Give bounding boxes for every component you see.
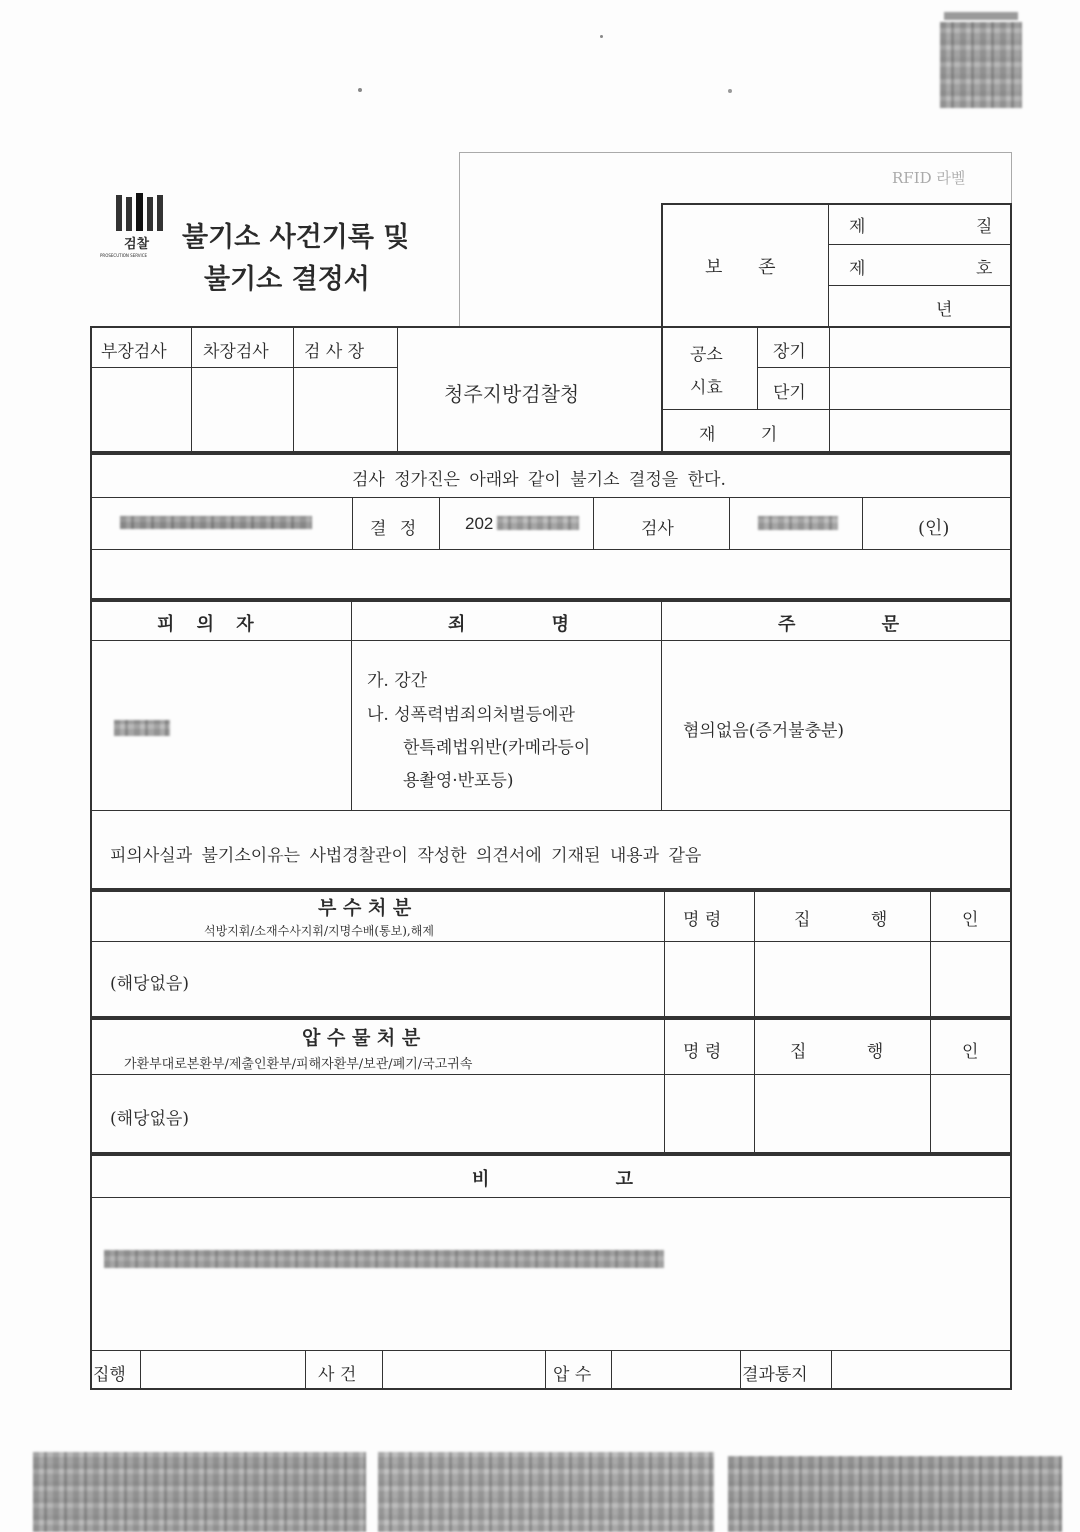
rfid-label-text: RFID 라벨: [892, 169, 966, 187]
statute-short: 단기: [773, 383, 806, 403]
redacted-qr-code: [940, 22, 1022, 108]
prosecution-logo: [100, 193, 174, 265]
redacted-case-number: [120, 516, 312, 529]
supplementary-order-header: 명 령: [683, 910, 722, 930]
preservation-label: 보 존: [705, 257, 776, 278]
document-title-line2: 불기소 결정서: [204, 264, 370, 295]
seal-mark: (인): [918, 518, 950, 539]
scan-dot: [600, 35, 603, 38]
remarks-title: 비 고: [472, 1169, 634, 1190]
decision-statement: 검사 정가진은 아래와 같이 불기소 결정을 한다.: [352, 470, 726, 490]
redacted-remarks-text: [104, 1250, 664, 1268]
preservation-volume-suffix: 질: [976, 217, 993, 237]
seized-order-header: 명 령: [683, 1042, 722, 1062]
logo-bars-icon: [114, 193, 174, 233]
charge-line-2: 나. 성폭력범죄의처벌등에관: [367, 705, 575, 725]
supplementary-content: (해당없음): [110, 974, 189, 994]
preservation-number-suffix: 호: [976, 259, 993, 279]
approval-col-chief-prosecutor: 검 사 장: [304, 342, 365, 362]
redacted-decision-date: [497, 516, 579, 530]
prosecutor-label: 검사: [641, 519, 674, 539]
redacted-prosecutor-name: [758, 516, 838, 530]
redacted-barcode-2: [378, 1452, 714, 1532]
redacted-qr-caption: [944, 12, 1018, 20]
document-title-line1: 불기소 사건기록 및: [182, 222, 410, 253]
seized-content: (해당없음): [110, 1109, 189, 1129]
prosecutor-office-name: 청주지방검찰청: [444, 382, 580, 406]
preservation-year-suffix: 년: [936, 300, 953, 320]
approval-col-deputy-chief: 부장검사: [101, 342, 167, 362]
supplementary-title: 부 수 처 분: [318, 897, 412, 919]
reopen-label: 재 기: [699, 425, 778, 445]
preservation-number-prefix: 제: [849, 259, 866, 279]
reason-text: 피의사실과 불기소이유는 사법경찰관이 작성한 의견서에 기재된 내용과 같음: [110, 846, 702, 866]
statute-label-line2: 시효: [690, 378, 723, 398]
approval-col-vice-chief: 차장검사: [203, 342, 269, 362]
supplementary-seal-header: 인: [962, 910, 979, 930]
scan-dot: [728, 89, 732, 93]
seized-title: 압 수 물 처 분: [302, 1027, 421, 1049]
redacted-suspect-name: [114, 720, 170, 736]
seized-subtitle: 가환부대로본환부/제출인환부/피해자환부/보관/폐기/국고귀속: [124, 1057, 473, 1072]
supplementary-subtitle: 석방지휘/소재수사지휘/지명수배(통보),해제: [204, 924, 434, 938]
header-disposition: 주 문: [778, 614, 900, 635]
footer-label-seized: 압 수: [553, 1365, 592, 1385]
statute-label-line1: 공소: [690, 345, 723, 365]
seized-seal-header: 인: [962, 1042, 979, 1062]
scan-dot: [358, 88, 362, 92]
charge-line-1: 가. 강간: [367, 671, 428, 691]
seized-exec-header: 집 행: [790, 1042, 884, 1062]
header-suspect: 피 의 자: [157, 614, 254, 635]
decision-label: 결 정: [370, 519, 417, 539]
disposition-value: 혐의없음(증거불충분): [683, 721, 845, 741]
redacted-barcode-3: [728, 1456, 1062, 1532]
redacted-barcode-1: [33, 1452, 366, 1532]
footer-label-result-notice: 결과통지: [742, 1365, 808, 1385]
preservation-volume-prefix: 제: [849, 217, 866, 237]
logo-subtitle: PROSECUTION SERVICE: [100, 253, 148, 258]
footer-label-execution: 집행: [93, 1365, 126, 1385]
footer-label-case: 사 건: [318, 1365, 357, 1385]
statute-long: 장기: [773, 342, 806, 362]
logo-label: 검찰: [124, 237, 150, 252]
header-charge: 죄 명: [448, 614, 570, 635]
charge-line-4: 용촬영·반포등): [403, 771, 514, 791]
supplementary-exec-header: 집 행: [794, 910, 888, 930]
decision-date-prefix: 202: [465, 514, 494, 533]
charge-line-3: 한특례법위반(카메라등이: [403, 738, 591, 758]
